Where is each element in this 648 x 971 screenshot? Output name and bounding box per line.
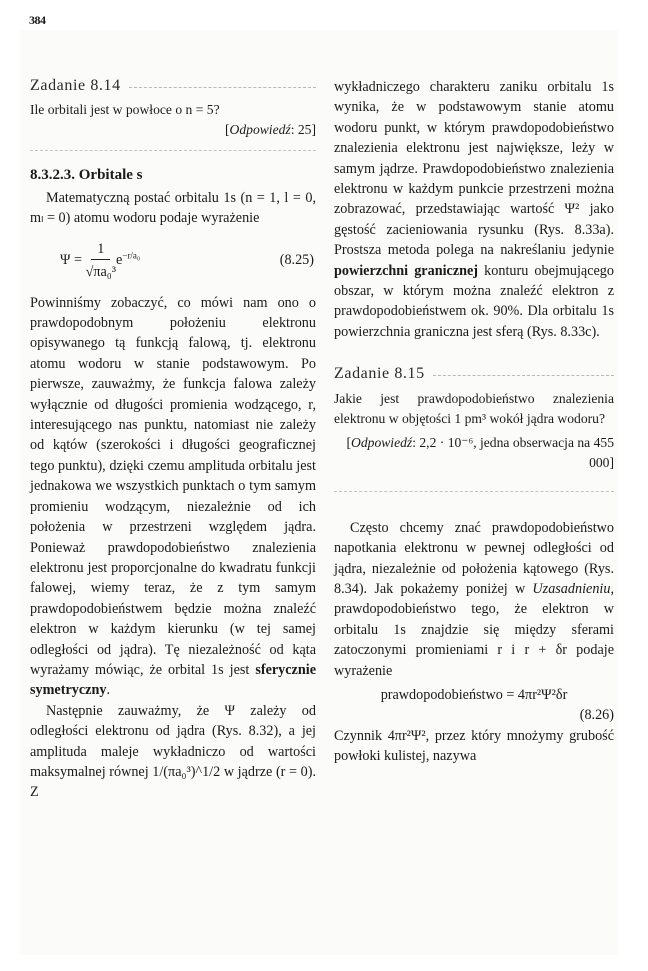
section-heading: 8.3.2.3. Orbitale s: [30, 167, 143, 184]
page-number: 384: [29, 13, 46, 27]
exercise-answer: [Odpowiedź: 25]: [225, 122, 316, 138]
right-column: [334, 77, 614, 767]
intro-paragraph: Matematyczną postać orbitalu 1s (n = 1, l = 0, mₗ = 0) atomu wodoru podaje wyrażenie: [30, 189, 316, 227]
equation-number: (8.25): [279, 252, 314, 269]
answer-label: Odpowiedź: [229, 122, 291, 138]
equation-number: (8.26): [579, 707, 614, 724]
left-column: [30, 76, 316, 803]
body-paragraph: wykładniczego charakteru zaniku orbitalu 1s wynika, że w podstawowym stanie atomu wodoru punkt, w którym prawdopodobieństwo znalezienia elektronu jest największe, leży w samym jądrze. Prawdopodobieństwo znalezienia elektronu w każdym punkcie przestrzeni można zobrazować, przedstawiając wartość Ψ² jako gęstość zacieniowania rysunku (Rys. 8.33a). Prostsza metoda polega na nakreślaniu jedynie powierzchni granicznej konturu obejmującego obszar, w którym można znaleźć elektron z prawdopodobieństwem ok. 90%. Dla orbitalu 1s powierzchnia graniczna jest sferą (Rys. 8.33c).: [334, 79, 614, 340]
exercise-8-15-header: [334, 364, 614, 384]
answer-value: : 2,2 · 10⁻⁶, jedna obserwacja na 455 000]: [412, 434, 614, 470]
exercise-title: Zadanie 8.15: [334, 365, 425, 383]
italic-term: Uzasadnieniu: [532, 580, 611, 597]
body-paragraph: Następnie zauważmy, że Ψ zależy od odległości elektronu od jądra (Rys. 8.32), a jej amplituda maleje wykładniczo od wartości maksymalnej równej 1/(πa₀³)^1/2 w jądrze (r = 0). Z: [30, 702, 316, 801]
exercise-separator: [30, 150, 316, 151]
exercise-question: Jakie jest prawdopodobieństwo znalezienia elektronu w objętości 1 pm³ wokół jądra wodoru?: [334, 390, 614, 426]
dashed-rule: [433, 375, 614, 376]
equation-8-26: prawdopodobieństwo = 4πr²Ψ²δr: [380, 686, 568, 703]
body-paragraph: Często chcemy znać prawdopodobieństwo napotkania elektronu w pewnej odległości od jądra, niezależnie od położenia kątowego (Rys. 8.34). Jak pokażemy poniżej w Uzasadnieniu, prawdopodobieństwo tego, że elektron w orbitalu 1s znajdzie się między sferami zatoczonymi promieniami r i r + δr podaje wyrażenie: [334, 519, 614, 679]
exercise-8-14-header: [30, 76, 316, 96]
equation-8-25: Ψ = $\frac{1}{\text{√πa₀³}}$ $e^{-r/a_0}$ (8.25): [30, 229, 316, 293]
bold-term: powierzchni granicznej: [334, 262, 479, 279]
bold-term: sferycznie symetryczny: [30, 661, 316, 699]
body-paragraph: Powinniśmy zobaczyć, co mówi nam ono o prawdopodobnym położeniu elektronu opisywanego tą funkcją falową, tj. elektronu atomu wodoru w stanie podstawowym. Po pierwsze, zauważmy, że funkcja falowa zależy wyłącznie od długości promienia wodzącego, r, interesującego nas punktu, natomiast nie zależy od kątów (szerokości i długości geograficznej tego punktu), dzięki czemu amplituda orbitalu jest jednakowa we wszystkich punktach o tym samym promieniu wodzącym, niezależnie od ich położenia w przestrzeni względem jądra. Ponieważ prawdopodobieństwo znalezienia elektronu jest proporcjonalne do kwadratu funkcji falowej, wiemy teraz, że z tym samym prawdopodobieństwem będzie można znaleźć elektron w każdym kierunku (w tej samej odległości od jądra). Tę niezależność od kąta wyrażamy mówiąc, że orbital 1s jest sferycznie symetryczny.: [30, 294, 316, 699]
exercise-question: Ile orbitali jest w powłoce o n = 5?: [30, 102, 220, 118]
answer-label: Odpowiedź: [351, 434, 413, 450]
dashed-rule: [129, 87, 316, 88]
body-paragraph: Czynnik 4πr²Ψ², przez który mnożymy grubość powłoki kulistej, nazywa: [334, 727, 614, 765]
exercise-answer: [Odpowiedź: 2,2 · 10⁻⁶, jedna obserwacja na 455 000]: [346, 434, 614, 470]
exercise-title: Zadanie 8.14: [30, 77, 121, 94]
equation-fraction: $\frac{1}{\text{√πa₀³}}$: [85, 240, 117, 281]
equation-lhs: Ψ =: [60, 251, 83, 268]
answer-value: : 25]: [290, 122, 316, 138]
exercise-separator: [334, 491, 614, 492]
